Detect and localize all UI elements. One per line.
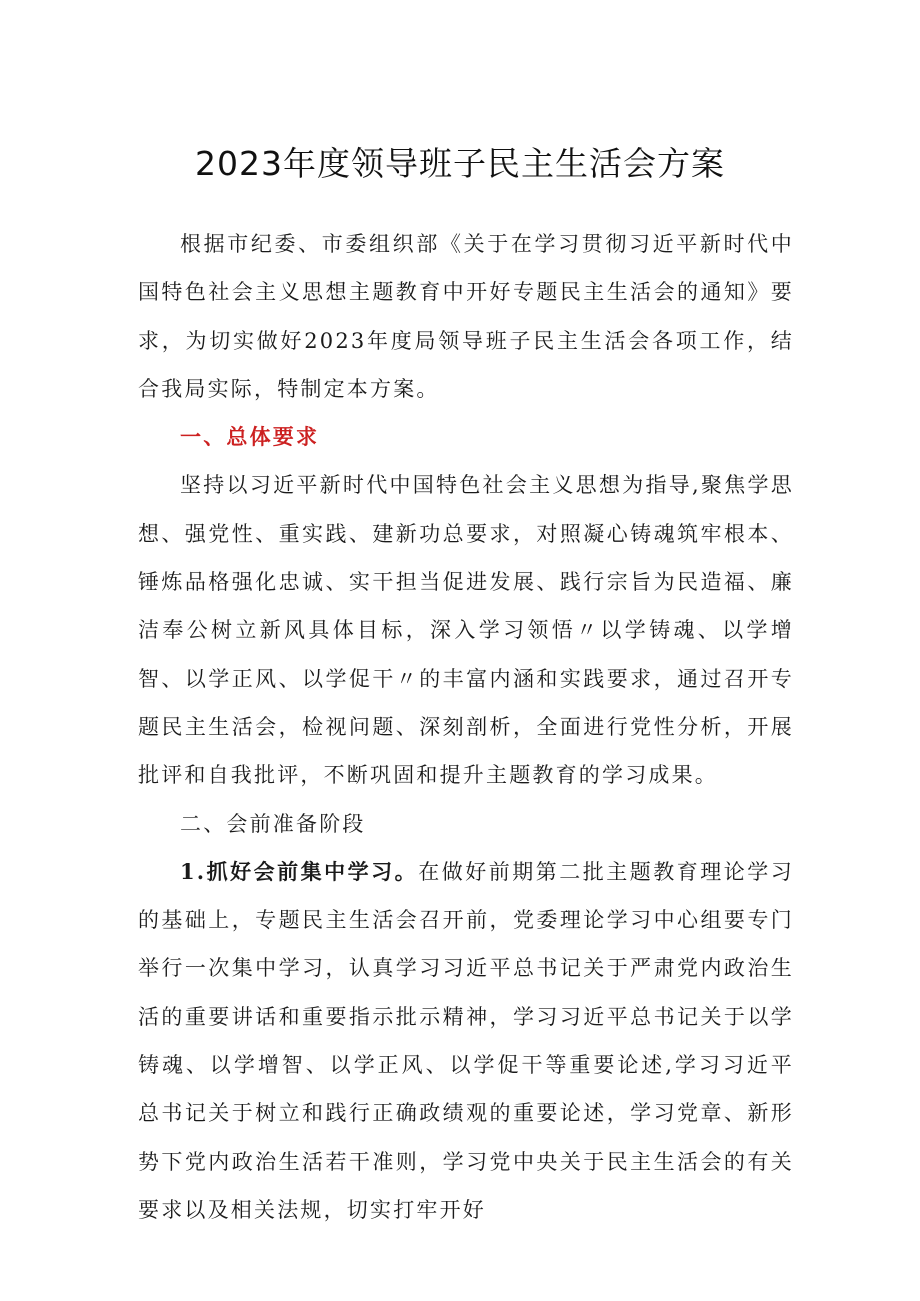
section-body-overall-requirements: 坚持以习近平新时代中国特色社会主义思想为指导,聚焦学思想、强党性、重实践、建新功总要求，对照凝心铸魂筑牢根本、锤炼品格强化忠诚、实干担当促进发展、践行宗旨为民造福、廉洁奉公树立新风具体目标，深入学习领悟〃以学铸魂、以学增智、以学正风、以学促干〃的丰富内涵和实践要求，通过召开专题民主生活会，检视问题、深刻剖析，全面进行党性分析，开展批评和自我批评，不断巩固和提升主题教育的学习成果。 bbox=[138, 473, 794, 788]
document-title: 2023年度领导班子民主生活会方案 bbox=[195, 144, 725, 183]
section-heading-preparation: 二、会前准备阶段 bbox=[180, 811, 366, 836]
document-body bbox=[138, 220, 794, 1234]
section-heading-overall-requirements: 一、总体要求 bbox=[180, 424, 320, 450]
item-body-1: 在做好前期第二批主题教育理论学习的基础上，专题民主生活会召开前，党委理论学习中心组要专门举行一次集中学习，认真学习习近平总书记关于严肃党内政治生活的重要讲话和重要指示批示精神，学习习近平总书记关于以学铸魂、以学增智、以学正风、以学促干等重要论述,学习习近平总书记关于树立和践行正确政绩观的重要论述，学习党章、新形势下党内政治生活若干准则，学习党中央关于民主生活会的有关要求以及相关法规，切实打牢开好 bbox=[138, 859, 795, 1222]
item-lead-1: 1.抓好会前集中学习。 bbox=[180, 858, 419, 884]
item-paragraph-1 bbox=[138, 848, 794, 1234]
intro-paragraph: 根据市纪委、市委组织部《关于在学习贯彻习近平新时代中国特色社会主义思想主题教育中开好专题民主生活会的通知》要求，为切实做好2023年度局领导班子民主生活会各项工作，结合我局实际，特制定本方案。 bbox=[138, 232, 794, 401]
